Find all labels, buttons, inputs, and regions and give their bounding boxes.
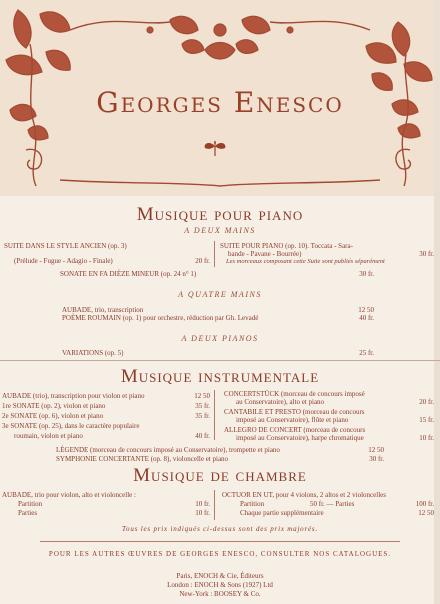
- chamber-item-title: AUBADE, trio pour violon, alto et violoncelle :: [2, 491, 136, 499]
- instrumental-item-price: 15 fr.: [419, 416, 434, 424]
- instrumental-item-title-continued: imposé au Conservatoire), flûte et piano: [236, 416, 349, 424]
- instrumental-item-title: 3e SONATE (op. 25), dans le caractère populaire: [2, 422, 140, 430]
- instrumental-item-price: 12 50: [194, 392, 210, 400]
- instrumental-item-title: 2e SONATE (op. 6), violon et piano: [2, 412, 104, 420]
- piano-item-detail: (Prélude - Fugue - Adagio - Finale): [14, 257, 113, 265]
- piano-item-price: 30 fr.: [419, 250, 434, 258]
- instrumental-item-price: 40 fr.: [195, 432, 210, 440]
- subhead-deux-pianos: A DEUX PIANOS: [181, 334, 259, 343]
- chamber-item-title: Partition: [240, 500, 265, 508]
- piano-item-title: SUITE POUR PIANO (op. 10). Toccata - Sara-: [220, 242, 353, 250]
- piano-item-price: 20 fr.: [195, 257, 210, 265]
- chamber-item-price: 10 fr.: [195, 509, 210, 517]
- quatre-mains-item-title: AUBADE, trio, transcription: [62, 306, 144, 314]
- instrumental-item-price: 10 fr.: [419, 434, 434, 442]
- instrumental-item-title: CANTABILE ET PRESTO (morceau de concours: [224, 408, 365, 416]
- publisher-line: New-York : BOOSEY & Co.: [179, 590, 261, 598]
- section-title-chambre: Musique de chambre: [133, 465, 307, 486]
- chamber-item-title: Chaque partie supplémentaire: [240, 509, 324, 517]
- instrumental-item-title: ALLEGRO DE CONCERT (morceau de concours: [224, 426, 366, 434]
- quatre-mains-item-title: POÈME ROUMAIN (op. 1) pour orchestre, réduction par Gh. Levadé: [62, 314, 259, 322]
- instrumental-item-price: 12 50: [368, 446, 384, 454]
- instrumental-item-price: 20 fr.: [419, 398, 434, 406]
- prices-note: Tous les prix indiqués ci-dessus sont des prix majorés.: [122, 525, 318, 533]
- piano-item-title: SUITE DANS LE STYLE ANCIEN (op. 3): [4, 242, 127, 250]
- piano-item-title-continued: bande - Pavane - Bourrée): [228, 250, 302, 258]
- instrumental-item-title-continued: roumain, violon et piano: [14, 432, 83, 440]
- deux-pianos-item-title: VARIATIONS (op. 5): [62, 349, 124, 357]
- instrumental-item-title: LÉGENDE (morceau de concours imposé au Conservatoire), trompette et piano: [56, 446, 280, 454]
- paper-fold-line: [0, 360, 440, 361]
- piano-sonate-title: SONATE EN FA DIÈZE MINEUR (op. 24 n° 1): [60, 270, 197, 278]
- binding-edge: [434, 0, 440, 604]
- chamber-item-price: 12 50: [418, 509, 434, 517]
- column-divider: [214, 490, 215, 520]
- instrumental-item-title-continued: au Conservatoire), alto et piano: [236, 398, 325, 406]
- chamber-item-price-parties: 100 fr.: [415, 500, 434, 508]
- chamber-item-price: 10 fr.: [195, 500, 210, 508]
- chamber-item-title: Parties: [18, 509, 38, 517]
- instrumental-item-title: SYMPHONIE CONCERTANTE (op. 8), violoncelle et piano: [56, 455, 229, 463]
- section-title-piano: Musique pour piano: [136, 204, 304, 225]
- instrumental-item-price: 30 fr.: [369, 455, 384, 463]
- column-divider: [214, 390, 215, 440]
- instrumental-item-title-continued: imposé au Conservatoire), harpe chromatique: [236, 434, 364, 442]
- chamber-item-title: Partition: [18, 500, 43, 508]
- instrumental-item-title: 1re SONATE (op. 2), violon et piano: [2, 402, 106, 410]
- quatre-mains-item-price: 12 50: [358, 306, 374, 314]
- publisher-line: Paris, ENOCH & Cie, Éditeurs: [176, 572, 264, 580]
- piano-item-note: Les morceaux composant cette Suite sont publiés séparément: [226, 258, 385, 265]
- publisher-line: London : ENOCH & Sons (1927) Ltd: [167, 581, 273, 589]
- deux-pianos-item-price: 25 fr.: [359, 349, 374, 357]
- instrumental-item-price: 35 fr.: [195, 402, 210, 410]
- catalogue-notice: POUR LES AUTRES ŒUVRES DE GEORGES ENESCO, CONSULTER NOS CATALOGUES.: [48, 550, 392, 558]
- subhead-deux-mains: A DEUX MAINS: [184, 226, 256, 235]
- chamber-item-title: OCTUOR EN UT, pour 4 violons, 2 altos et 2 violoncelles: [222, 491, 386, 499]
- quatre-mains-item-price: 40 fr.: [359, 314, 374, 322]
- instrumental-item-price: 35 fr.: [195, 412, 210, 420]
- instrumental-item-title: CONCERTSTÜCK (morceau de concours imposé: [224, 390, 365, 398]
- composer-name: Georges Enesco: [96, 86, 344, 119]
- sprig-ornament: [201, 136, 229, 158]
- chamber-item-price: 50 fr. — Parties: [310, 500, 355, 508]
- column-divider: [214, 241, 215, 267]
- footer-rule: [40, 541, 400, 542]
- subhead-quatre-mains: A QUATRE MAINS: [178, 290, 262, 299]
- section-title-instrumentale: Musique instrumentale: [120, 366, 320, 387]
- instrumental-item-title: AUBADE (trio), transcription pour violon et piano: [2, 392, 145, 400]
- piano-sonate-price: 30 fr.: [359, 270, 374, 278]
